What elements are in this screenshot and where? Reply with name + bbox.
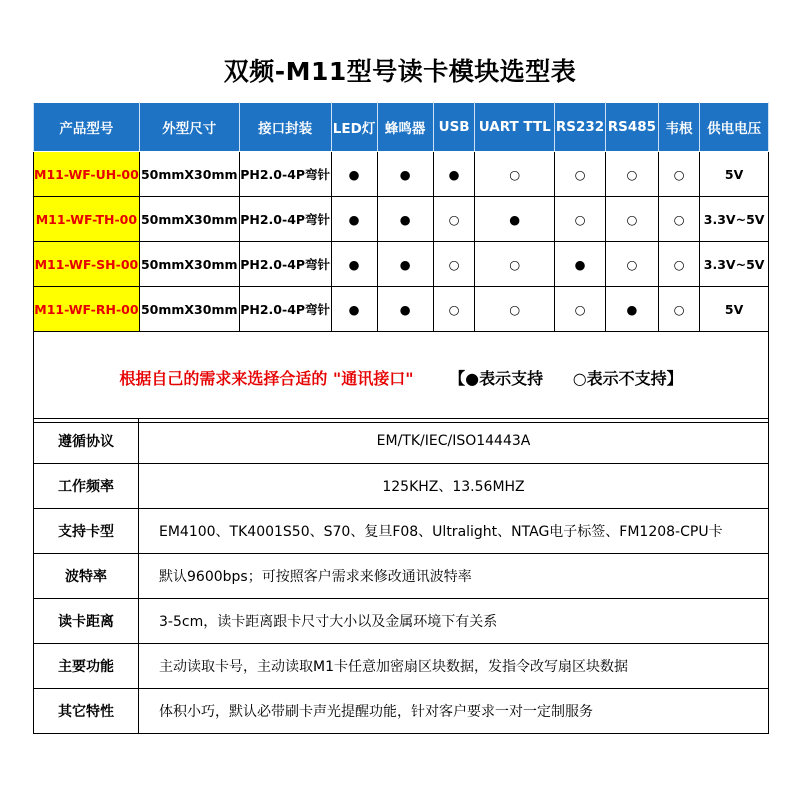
header-voltage: 供电电压 [700,103,769,152]
spec-row-protocol [34,419,769,464]
header-row [34,103,769,152]
spec-label: 遵循协议 [34,419,139,464]
spec-value: 3-5cm，读卡距离跟卡尺寸大小以及金属环境下有关系 [139,599,769,644]
spec-label: 工作频率 [34,464,139,509]
size-cell: 50mmX30mm [139,287,239,332]
spec-table [33,418,769,734]
voltage-cell: 5V [700,287,769,332]
header-size: 外型尺寸 [139,103,239,152]
spec-row-baud [34,554,769,599]
spec-row-functions [34,644,769,689]
header-buzzer: 蜂鸣器 [377,103,433,152]
wiegand-cell: ○ [658,242,699,287]
usb-cell: ○ [433,287,475,332]
wiegand-cell: ○ [658,287,699,332]
usb-cell: ● [433,152,475,197]
header-package: 接口封装 [239,103,331,152]
model-cell: M11-WF-RH-00 [34,287,140,332]
rs232-cell: ● [555,242,606,287]
legend-unsupported: ○表示不支持】 [572,368,683,388]
model-cell: M11-WF-SH-00 [34,242,140,287]
product-row [34,287,769,332]
page-title: 双频-M11型号读卡模块选型表 [223,57,577,86]
uart-cell: ○ [475,152,555,197]
package-cell: PH2.0-4P弯针 [239,287,331,332]
size-cell: 50mmX30mm [139,152,239,197]
led-cell: ● [331,287,377,332]
package-cell: PH2.0-4P弯针 [239,152,331,197]
header-model: 产品型号 [34,103,140,152]
voltage-cell: 5V [700,152,769,197]
model-cell: M11-WF-TH-00 [34,197,140,242]
rs485-cell: ○ [606,152,659,197]
buzzer-cell: ● [377,197,433,242]
rs485-cell: ○ [606,197,659,242]
voltage-cell: 3.3V~5V [700,242,769,287]
size-cell: 50mmX30mm [139,197,239,242]
product-row [34,152,769,197]
spec-value: EM4100、TK4001S50、S70、复旦F08、Ultralight、NTAG电子标签、FM1208-CPU卡 [139,509,769,554]
spec-label: 读卡距离 [34,599,139,644]
spec-value: 125KHZ、13.56MHZ [139,464,769,509]
product-row [34,242,769,287]
buzzer-cell: ● [377,152,433,197]
product-row [34,197,769,242]
led-cell: ● [331,152,377,197]
package-cell: PH2.0-4P弯针 [239,197,331,242]
spec-row-distance [34,599,769,644]
spec-label: 波特率 [34,554,139,599]
header-rs485: RS485 [606,103,659,152]
header-uart: UART TTL [475,103,555,152]
spec-label: 支持卡型 [34,509,139,554]
wiegand-cell: ○ [658,152,699,197]
spec-row-features [34,689,769,734]
rs485-cell: ● [606,287,659,332]
buzzer-cell: ● [377,242,433,287]
note-row [34,332,769,423]
buzzer-cell: ● [377,287,433,332]
spec-value: 默认9600bps；可按照客户需求来修改通讯波特率 [139,554,769,599]
spec-label: 主要功能 [34,644,139,689]
note-cell [34,332,769,423]
selection-table [33,102,769,423]
voltage-cell: 3.3V~5V [700,197,769,242]
rs232-cell: ○ [555,152,606,197]
header-usb: USB [433,103,475,152]
interface-note: 根据自己的需求来选择合适的 "通讯接口" [119,368,414,388]
led-cell: ● [331,242,377,287]
size-cell: 50mmX30mm [139,242,239,287]
uart-cell: ○ [475,242,555,287]
spec-label: 其它特性 [34,689,139,734]
header-led: LED灯 [331,103,377,152]
led-cell: ● [331,197,377,242]
model-cell: M11-WF-UH-00 [34,152,140,197]
header-wiegand: 韦根 [658,103,699,152]
wiegand-cell: ○ [658,197,699,242]
spec-value: 主动读取卡号，主动读取M1卡任意加密扇区块数据，发指令改写扇区块数据 [139,644,769,689]
legend-supported: 【●表示支持 [449,368,544,388]
package-cell: PH2.0-4P弯针 [239,242,331,287]
header-rs232: RS232 [555,103,606,152]
rs232-cell: ○ [555,287,606,332]
spec-row-frequency [34,464,769,509]
spec-value: EM/TK/IEC/ISO14443A [139,419,769,464]
rs232-cell: ○ [555,197,606,242]
usb-cell: ○ [433,242,475,287]
spec-row-card-types [34,509,769,554]
uart-cell: ○ [475,287,555,332]
spec-value: 体积小巧，默认必带刷卡声光提醒功能，针对客户要求一对一定制服务 [139,689,769,734]
uart-cell: ● [475,197,555,242]
rs485-cell: ○ [606,242,659,287]
usb-cell: ○ [433,197,475,242]
